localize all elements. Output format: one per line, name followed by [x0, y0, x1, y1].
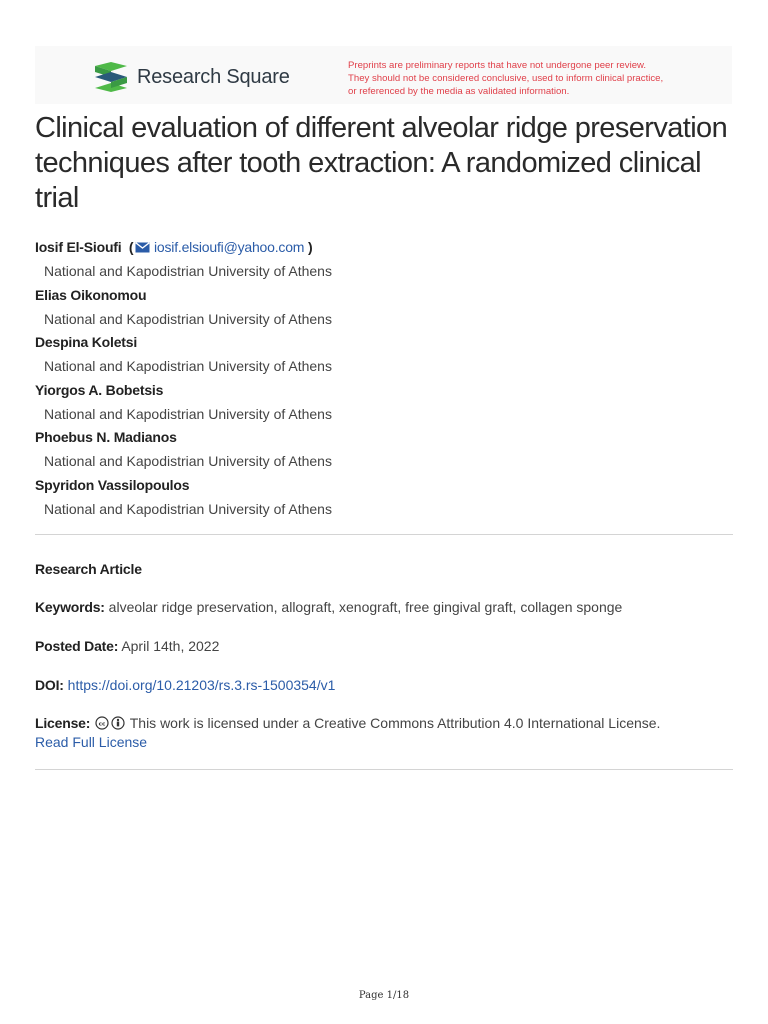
article-type [35, 560, 735, 579]
author-name: Elias Oikonomou [35, 286, 147, 303]
article-type-label: Research Article [35, 561, 142, 577]
doi-link[interactable]: https://doi.org/10.21203/rs.3.rs-1500354/v1 [67, 677, 336, 693]
preprint-header [35, 46, 732, 104]
author-entry [35, 381, 735, 429]
keywords-value: alveolar ridge preservation, allograft, xenograft, free gingival graft, collagen sponge [108, 599, 623, 615]
logo-text: Research Square [137, 65, 290, 88]
author-name: Yiorgos A. Bobetsis [35, 381, 164, 398]
author-entry [35, 286, 735, 334]
posted-date-value: April 14th, 2022 [121, 638, 220, 654]
license-row [35, 714, 735, 752]
posted-date-row [35, 637, 735, 656]
cc-icon [95, 716, 109, 730]
author-affiliation: National and Kapodistrian University of Athens [44, 358, 332, 375]
envelope-icon [135, 242, 150, 253]
license-label: License: [35, 715, 91, 731]
doi-row [35, 676, 735, 695]
author-email-link[interactable]: iosif.elsioufi@yahoo.com [154, 239, 305, 255]
disclaimer-line: or referenced by the media as validated information. [348, 86, 570, 97]
author-name: Iosif El-Sioufi [35, 239, 122, 255]
author-affiliation: National and Kapodistrian University of Athens [44, 310, 332, 327]
author-name: Spyridon Vassilopoulos [35, 476, 190, 493]
author-affiliation: National and Kapodistrian University of Athens [44, 405, 332, 422]
author-affiliation: National and Kapodistrian University of Athens [44, 500, 332, 517]
svg-text:cc: cc [98, 721, 106, 728]
page-number: Page 1/18 [358, 990, 410, 1001]
section-divider [35, 769, 733, 770]
license-text: This work is licensed under a Creative Commons Attribution 4.0 International License. [129, 715, 661, 731]
author-name: Phoebus N. Madianos [35, 429, 177, 446]
paper-title: Clinical evaluation of different alveolar ridge preservation techniques after tooth extraction: A randomized clinical trial [35, 112, 728, 214]
keywords-row [35, 598, 735, 617]
section-divider [35, 534, 733, 535]
preprint-disclaimer [348, 59, 728, 98]
author-list [35, 238, 735, 524]
keywords-label: Keywords: [35, 599, 105, 615]
disclaimer-line: They should not be considered conclusive, used to inform clinical practice, [348, 73, 664, 84]
author-affiliation: National and Kapodistrian University of Athens [44, 263, 332, 279]
author-name: Despina Koletsi [35, 334, 138, 351]
doi-label: DOI: [35, 677, 64, 693]
posted-date-label: Posted Date: [35, 638, 119, 654]
author-entry [35, 476, 735, 524]
author-entry: Iosif El-Sioufi ( iosif.elsioufi@yahoo.com ) National and Kapodistrian University of Athens [35, 238, 735, 286]
research-square-logo-icon [93, 62, 129, 92]
by-icon [111, 716, 125, 730]
read-full-license-link[interactable]: Read Full License [35, 734, 148, 750]
disclaimer-line: Preprints are preliminary reports that have not undergone peer review. [348, 60, 647, 71]
author-entry [35, 333, 735, 381]
author-affiliation: National and Kapodistrian University of Athens [44, 453, 332, 470]
author-entry [35, 428, 735, 476]
research-square-logo[interactable] [93, 62, 290, 92]
